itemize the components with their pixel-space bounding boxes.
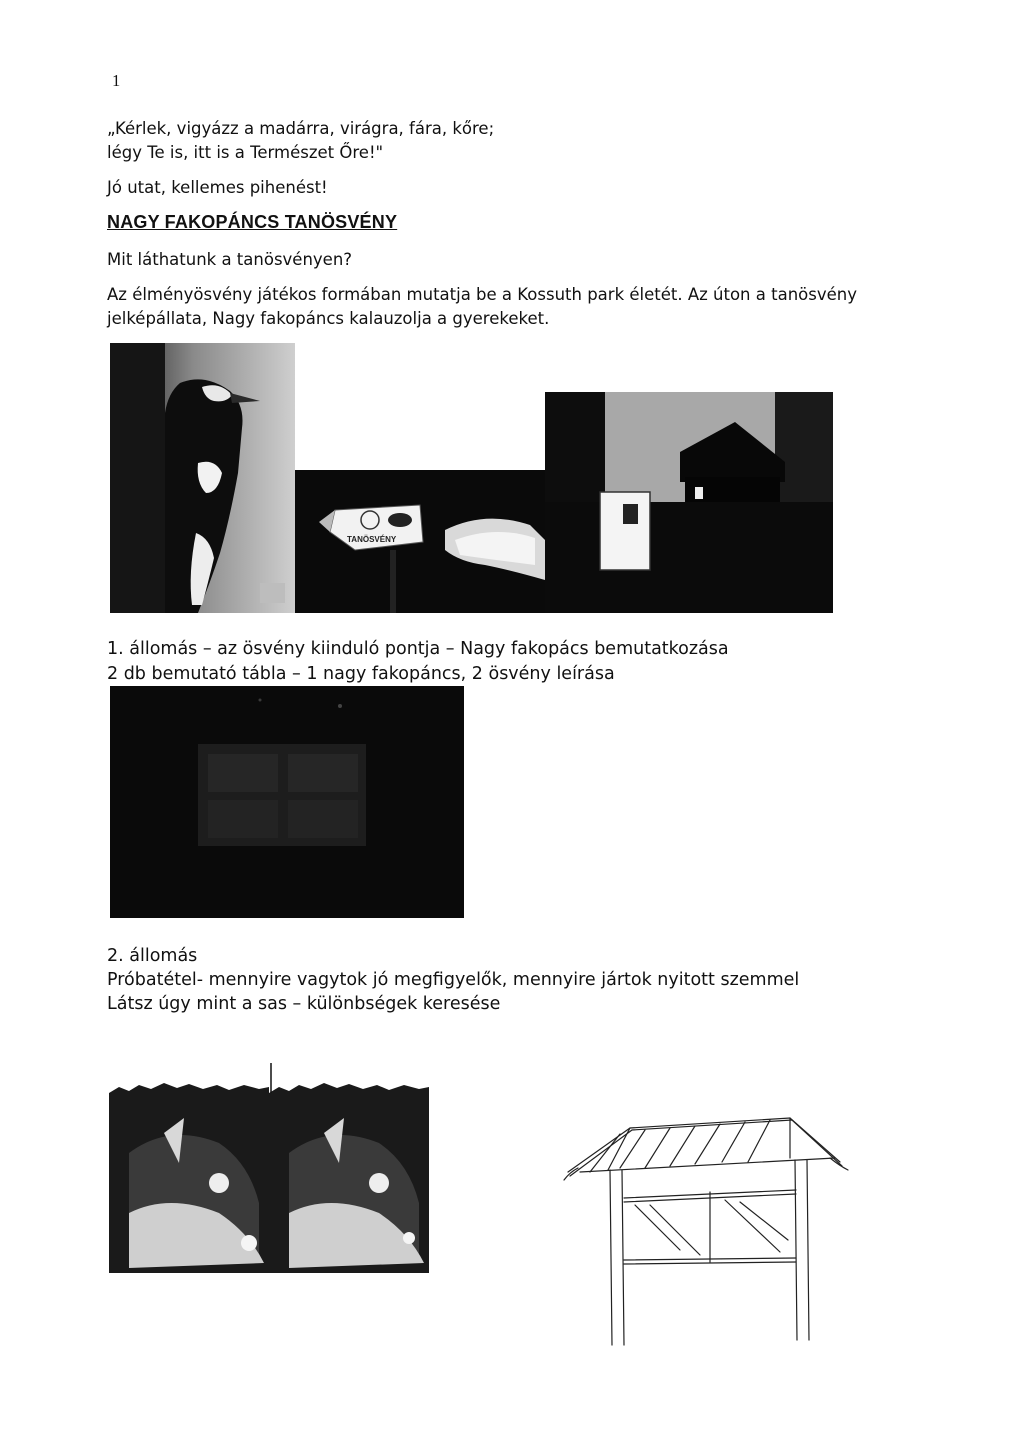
quote-line-2: légy Te is, itt is a Természet Őre!" bbox=[107, 143, 384, 162]
station-2-game: Látsz úgy mint a sas – különbségek keresése bbox=[107, 994, 501, 1014]
trail-sign-label: TANÖSVÉNY bbox=[347, 535, 397, 544]
description-line-2: jelképállata, Nagy fakopáncs kalauzolja a gyerekeket. bbox=[107, 309, 550, 328]
page-number: 1 bbox=[112, 71, 121, 90]
woodpecker-photo bbox=[110, 343, 295, 613]
description-line-1: Az élményösvény játékos formában mutatja be a Kossuth park életét. Az úton a tanösvény bbox=[107, 285, 857, 304]
station-1-detail: 2 db bemutató tábla – 1 nagy fakopáncs, 2 ösvény leírása bbox=[107, 664, 615, 684]
park-booth-photo bbox=[545, 392, 833, 613]
station-2-task: Próbatétel- mennyire vagytok jó megfigyelők, mennyire jártok nyitott szemmel bbox=[107, 970, 800, 990]
quote-line-1: „Kérlek, vigyázz a madárra, virágra, fára, kőre; bbox=[107, 119, 495, 138]
station-1-heading: 1. állomás – az ösvény kiinduló pontja – Nagy fakopács bemutatkozása bbox=[107, 639, 729, 659]
info-board-photo bbox=[110, 686, 464, 918]
page-title: NAGY FAKOPÁNCS TANÖSVÉNY bbox=[107, 212, 398, 232]
station-2-heading: 2. állomás bbox=[107, 946, 198, 966]
spot-the-difference-photo bbox=[109, 1063, 429, 1273]
board-sketch bbox=[560, 1110, 850, 1350]
greeting: Jó utat, kellemes pihenést! bbox=[107, 178, 328, 197]
trail-sign-photo bbox=[295, 470, 545, 613]
question: Mit láthatunk a tanösvényen? bbox=[107, 250, 353, 269]
